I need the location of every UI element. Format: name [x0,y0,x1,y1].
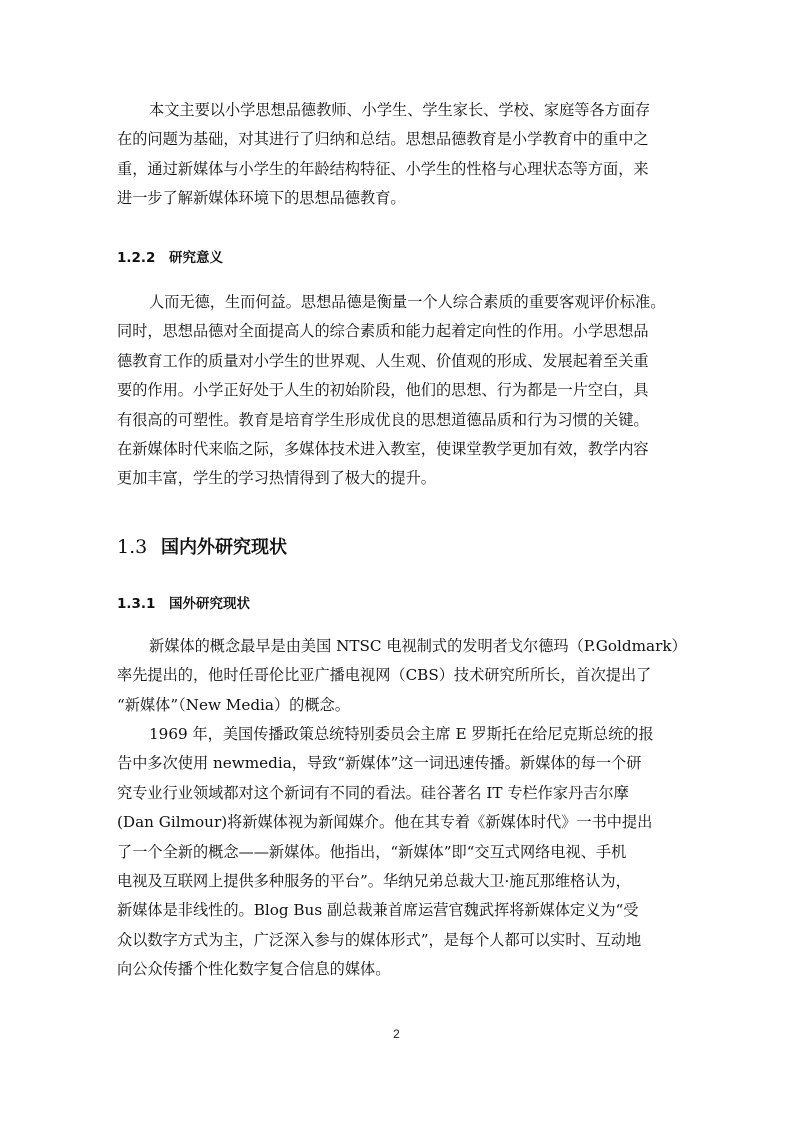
section-number: 1.3.1 [117,596,156,612]
text-line: 向公众传播个性化数字复合信息的媒体。 [117,960,391,979]
research-significance-paragraph [117,288,665,494]
page-number: 2 [393,1027,400,1041]
text-line: 同时，思想品德对全面提高人的综合素质和能力起着定向性的作用。小学思想品 [117,322,649,341]
section-number: 1.2.2 [117,250,156,266]
foreign-research-paragraph-2 [117,720,654,985]
text-line: 在新媒体时代来临之际，多媒体技术进入教室，使课堂教学更加有效，教学内容 [117,440,649,459]
section-number: 1.3 [117,536,148,558]
text-line: 本文主要以小学思想品德教师、小学生、学生家长、学校、家庭等各方面存 [149,101,651,119]
section-heading-1-2-2 [117,246,223,266]
text-line: 率先提出的，他时任哥伦比亚广播电视网（CBS）技术研究所所长，首次提出了 [117,666,652,685]
text-line: 新媒体是非线性的。Blog Bus 副总裁兼首席运营官魏武挥将新媒体定义为“受 [117,901,639,920]
text-line: “新媒体”（New Media）的概念。 [117,695,350,714]
text-line: 电视及互联网上提供多种服务的平台”。华纳兄弟总裁大卫·施瓦那维格认为， [117,872,631,891]
text-line: 更加丰富，学生的学习热情得到了极大的提升。 [117,469,436,488]
section-title: 国内外研究现状 [161,537,287,558]
text-line: 人而无德，生而何益。思想品德是衡量一个人综合素质的重要客观评价标准。 [149,293,666,311]
text-line: 究专业行业领域都对这个新词有不同的看法。硅谷著名 IT 专栏作家丹吉尔摩 [117,783,629,802]
text-line: 了一个全新的概念——新媒体。他指出，“新媒体”即“交互式网络电视、手机 [117,842,627,861]
section-title: 研究意义 [169,250,223,266]
text-line: 进一步了解新媒体环境下的思想品德教育。 [117,189,406,208]
text-line: 有很高的可塑性。教育是培育学生形成优良的思想道德品质和行为习惯的关键。 [117,410,649,429]
section-heading-1-3 [117,533,287,559]
foreign-research-paragraph-1 [117,632,687,720]
section-title: 国外研究现状 [169,596,250,612]
text-line: 在的问题为基础，对其进行了归纳和总结。思想品德教育是小学教育中的重中之 [117,130,649,149]
section-heading-1-3-1 [117,592,250,612]
text-line: 1969 年，美国传播政策总统特别委员会主席 E 罗斯托在给尼克斯总统的报 [149,725,654,743]
text-line: 告中多次使用 newmedia，导致“新媒体”这一词迅速传播。新媒体的每一个研 [117,754,642,773]
text-line: 要的作用。小学正好处于人生的初始阶段，他们的思想、行为都是一片空白，具 [117,381,649,400]
intro-paragraph [117,96,650,214]
text-line: 众以数字方式为主，广泛深入参与的媒体形式”，是每个人都可以实时、互动地 [117,930,642,949]
text-line: (Dan Gilmour)将新媒体视为新闻媒介。他在其专着《新媒体时代》一书中提出 [117,813,653,832]
text-line: 新媒体的概念最早是由美国 NTSC 电视制式的发明者戈尔德玛（P.Goldmark） [149,637,687,655]
text-line: 德教育工作的质量对小学生的世界观、人生观、价值观的形成、发展起着至关重 [117,351,649,370]
text-line: 重，通过新媒体与小学生的年龄结构特征、小学生的性格与心理状态等方面，来 [117,159,649,178]
